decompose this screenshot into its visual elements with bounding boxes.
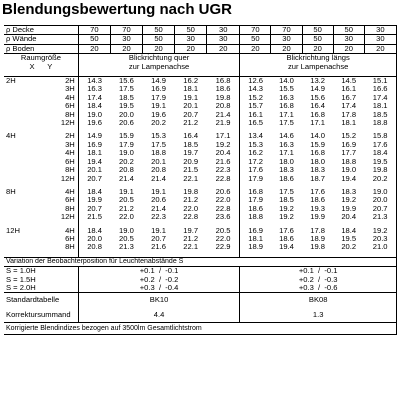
ugr-value-quer: 20.0 — [119, 109, 134, 119]
ugr-value-quer: 20.8 — [215, 101, 231, 111]
reflectance-value: 50 — [333, 26, 364, 35]
ugr-value-laengs: 19.0 — [364, 188, 396, 196]
reflectance-value: 50 — [143, 35, 175, 44]
reflectance-value: 50 — [302, 35, 333, 44]
ugr-value-quer: 20.5 — [215, 225, 231, 235]
ugr-value-laengs: 17.1 — [279, 109, 294, 119]
ugr-value-quer: 16.9 — [78, 141, 110, 149]
correction-summand-laengs: 1.3 — [240, 308, 397, 323]
reflectance-value: 50 — [143, 26, 175, 35]
reflectance-value: 20 — [302, 44, 333, 53]
y-label: Y — [47, 61, 53, 71]
ugr-value-laengs: 18.1 — [240, 235, 271, 243]
ugr-value-laengs: 15.3 — [240, 141, 271, 149]
ugr-value-laengs: 16.4 — [310, 101, 325, 111]
ugr-value-quer: 19.9 — [78, 196, 110, 204]
laengs-header-line: Blickrichtung längs — [286, 53, 350, 63]
ugr-value-laengs: 16.5 — [240, 119, 271, 127]
data-row — [4, 85, 397, 93]
ugr-value-laengs: 17.8 — [310, 225, 325, 235]
reflectance-value: 20 — [110, 44, 142, 53]
ugr-value-quer: 19.7 — [183, 225, 199, 235]
data-row — [4, 175, 397, 183]
column-header-row — [4, 54, 397, 71]
ugr-value-laengs: 19.2 — [279, 203, 294, 213]
room-y-label: 6H — [65, 156, 75, 166]
ugr-value-quer: 14.9 — [78, 132, 110, 140]
reflectance-value: 50 — [78, 35, 110, 44]
footnote: Korrigierte Blendindizes bezogen auf 3500lm Gesamtlichtstrom — [4, 323, 397, 335]
room-x-label: 4H — [6, 131, 16, 141]
ugr-value-laengs: 18.6 — [279, 173, 294, 183]
room-y-label: 3H — [65, 84, 75, 94]
ugr-value-quer: 21.6 — [151, 242, 166, 252]
ugr-value-laengs: 17.7 — [341, 148, 357, 158]
variation-quer: +0.1 / -0.1 — [78, 267, 240, 276]
room-y-label: 4H — [65, 148, 75, 158]
ugr-value-quer: 20.7 — [151, 233, 166, 243]
ugr-value-laengs: 16.8 — [310, 109, 325, 119]
reflectance-value: 20 — [175, 44, 207, 53]
reflectance-row — [4, 26, 397, 35]
ugr-value-laengs: 19.9 — [310, 212, 325, 222]
correction-summand-quer: 4.4 — [78, 308, 240, 323]
room-y-label: 6H — [65, 233, 75, 243]
ugr-value-laengs: 14.6 — [279, 131, 294, 141]
ugr-value-quer: 21.2 — [119, 203, 134, 213]
variation-laengs: +0.3 / -0.6 — [240, 284, 397, 293]
ugr-value-quer: 19.5 — [119, 101, 134, 111]
reflectance-value: 70 — [110, 26, 142, 35]
reflectance-label: ρ Wände — [4, 35, 78, 44]
ugr-value-laengs: 18.8 — [364, 119, 396, 127]
ugr-value-quer: 20.6 — [215, 186, 231, 196]
ugr-value-quer: 21.4 — [215, 109, 231, 119]
ugr-value-laengs: 19.4 — [279, 242, 294, 252]
ugr-value-laengs: 17.2 — [240, 158, 271, 166]
ugr-value-laengs: 12.6 — [240, 77, 271, 86]
reflectance-label: ρ Boden — [4, 44, 78, 53]
standard-table-row — [4, 293, 397, 308]
ugr-value-laengs: 17.6 — [279, 225, 294, 235]
ugr-value-laengs: 18.5 — [364, 111, 396, 119]
ugr-value-laengs: 16.9 — [341, 139, 357, 149]
data-row — [4, 235, 397, 243]
ugr-value-laengs: 16.8 — [310, 148, 325, 158]
correction-summand-row — [4, 308, 397, 323]
reflectance-value: 30 — [364, 35, 396, 44]
ugr-value-laengs: 15.2 — [240, 94, 271, 102]
ugr-value-laengs: 18.9 — [240, 243, 271, 251]
reflectance-value: 30 — [333, 35, 364, 44]
reflectance-value: 20 — [271, 44, 302, 53]
ugr-value-quer: 20.1 — [151, 156, 166, 166]
variation-row — [4, 284, 397, 293]
ugr-value-quer: 19.8 — [183, 186, 199, 196]
ugr-value-laengs: 19.9 — [341, 203, 357, 213]
ugr-value-laengs: 16.3 — [279, 139, 294, 149]
ugr-value-laengs: 16.8 — [279, 101, 294, 111]
ugr-value-quer: 18.6 — [215, 84, 231, 94]
ugr-value-quer: 18.8 — [151, 148, 166, 158]
reflectance-value: 70 — [240, 26, 271, 35]
laengs-header — [240, 54, 397, 71]
ugr-value-quer: 22.1 — [183, 242, 199, 252]
ugr-value-laengs: 17.6 — [240, 166, 271, 174]
ugr-value-laengs: 17.1 — [279, 148, 294, 158]
ugr-value-quer: 20.5 — [119, 195, 134, 205]
ugr-value-laengs: 17.6 — [364, 141, 396, 149]
ugr-value-quer: 20.8 — [151, 165, 166, 175]
ugr-value-laengs: 18.3 — [341, 186, 357, 196]
room-size-label: Raumgröße — [20, 53, 61, 63]
ugr-value-laengs: 18.8 — [341, 156, 357, 166]
ugr-value-quer: 21.5 — [183, 165, 199, 175]
ugr-value-laengs: 16.3 — [279, 92, 294, 102]
reflectance-value: 30 — [175, 35, 207, 44]
ugr-value-quer: 18.1 — [78, 149, 110, 157]
ugr-value-laengs: 18.6 — [310, 195, 325, 205]
room-y-label: 12H — [60, 212, 75, 222]
ugr-value-quer: 20.0 — [78, 235, 110, 243]
reflectance-value: 20 — [207, 44, 240, 53]
reflectance-label: ρ Decke — [4, 26, 78, 35]
data-row — [4, 141, 397, 149]
ugr-value-quer: 20.2 — [119, 156, 134, 166]
data-row — [4, 119, 397, 127]
reflectance-value: 20 — [240, 44, 271, 53]
ugr-value-quer: 17.1 — [215, 131, 231, 141]
variation-label: S = 1.5H — [6, 274, 36, 284]
room-y-label: 8H — [65, 242, 75, 252]
ugr-value-quer: 16.2 — [183, 76, 199, 86]
ugr-value-laengs: 13.2 — [310, 76, 325, 86]
quer-header-line: Blickrichtung quer — [128, 53, 190, 63]
ugr-value-laengs: 18.5 — [279, 195, 294, 205]
ugr-value-laengs: 19.4 — [341, 173, 357, 183]
ugr-value-laengs: 18.9 — [310, 233, 325, 243]
ugr-value-laengs: 17.5 — [279, 186, 294, 196]
ugr-value-quer: 19.0 — [119, 225, 134, 235]
ugr-value-quer: 18.4 — [78, 227, 110, 235]
ugr-value-laengs: 18.1 — [341, 118, 357, 128]
ugr-value-quer: 22.3 — [215, 165, 231, 175]
ugr-value-quer: 18.1 — [183, 84, 199, 94]
ugr-value-quer: 22.8 — [215, 203, 231, 213]
standard-table-label: Standardtabelle — [6, 295, 60, 305]
ugr-value-laengs: 17.1 — [310, 118, 325, 128]
ugr-value-laengs: 16.8 — [240, 188, 271, 196]
data-row — [4, 196, 397, 204]
ugr-value-quer: 20.9 — [183, 156, 199, 166]
ugr-value-laengs: 14.0 — [279, 76, 294, 86]
room-y-label: 2H — [65, 76, 75, 86]
ugr-value-quer: 19.8 — [215, 92, 231, 102]
ugr-value-quer: 15.3 — [151, 131, 166, 141]
variation-label: S = 1.0H — [4, 267, 78, 276]
variation-label: S = 2.0H — [4, 284, 78, 293]
data-row — [4, 77, 397, 86]
ugr-value-quer: 22.8 — [183, 212, 199, 222]
ugr-value-laengs: 19.0 — [341, 165, 357, 175]
room-y-label: 8H — [65, 165, 75, 175]
ugr-value-quer: 22.8 — [215, 173, 231, 183]
ugr-value-quer: 19.0 — [78, 111, 110, 119]
reflectance-value: 30 — [110, 35, 142, 44]
ugr-value-laengs: 21.3 — [364, 213, 396, 221]
ugr-value-quer: 21.6 — [215, 156, 231, 166]
ugr-value-laengs: 16.6 — [364, 85, 396, 93]
ugr-value-laengs: 18.8 — [240, 213, 271, 221]
ugr-value-laengs: 18.6 — [240, 205, 271, 213]
reflectance-value: 30 — [271, 35, 302, 44]
ugr-value-quer: 18.5 — [183, 139, 199, 149]
ugr-value-laengs: 13.4 — [240, 132, 271, 140]
ugr-value-laengs: 16.1 — [240, 111, 271, 119]
ugr-value-laengs: 18.3 — [310, 165, 325, 175]
ugr-value-laengs: 18.3 — [279, 165, 294, 175]
data-row — [4, 243, 397, 251]
ugr-table — [4, 25, 397, 335]
ugr-value-laengs: 17.8 — [341, 109, 357, 119]
variation-laengs: +0.2 / -0.3 — [240, 276, 397, 284]
ugr-value-quer: 19.6 — [151, 109, 166, 119]
reflectance-value: 70 — [271, 26, 302, 35]
ugr-value-laengs: 20.3 — [364, 235, 396, 243]
ugr-value-quer: 16.4 — [183, 131, 199, 141]
ugr-value-laengs: 18.7 — [310, 173, 325, 183]
ugr-value-quer: 21.2 — [183, 233, 199, 243]
page-title: Blendungsbewertung nach UGR — [2, 1, 233, 18]
variation-row — [4, 276, 397, 284]
room-y-label: 4H — [65, 186, 75, 196]
ugr-value-quer: 19.0 — [119, 148, 134, 158]
ugr-value-laengs: 17.9 — [240, 196, 271, 204]
ugr-value-quer: 17.4 — [78, 94, 110, 102]
x-label: X — [29, 61, 35, 71]
ugr-value-laengs: 21.0 — [364, 243, 396, 251]
variation-laengs: +0.1 / -0.1 — [240, 267, 397, 276]
data-row — [4, 149, 397, 157]
ugr-value-laengs: 19.5 — [341, 233, 357, 243]
ugr-value-quer: 23.6 — [215, 212, 231, 222]
standard-table-quer: BK10 — [78, 293, 240, 308]
ugr-value-quer: 20.4 — [215, 148, 231, 158]
ugr-value-quer: 20.1 — [183, 101, 199, 111]
ugr-value-quer: 19.1 — [119, 186, 134, 196]
room-y-label: 6H — [65, 101, 75, 111]
ugr-value-laengs: 19.3 — [310, 203, 325, 213]
data-row — [4, 94, 397, 102]
ugr-value-laengs: 15.6 — [310, 92, 325, 102]
ugr-value-laengs: 17.5 — [279, 118, 294, 128]
reflectance-value: 50 — [175, 26, 207, 35]
ugr-value-quer: 17.9 — [151, 92, 166, 102]
ugr-value-laengs: 18.1 — [364, 102, 396, 110]
ugr-value-quer: 18.4 — [78, 188, 110, 196]
ugr-value-quer: 14.3 — [78, 77, 110, 86]
ugr-value-laengs: 19.2 — [364, 227, 396, 235]
ugr-value-laengs: 20.7 — [364, 205, 396, 213]
data-row — [4, 132, 397, 140]
room-y-label: 8H — [65, 203, 75, 213]
ugr-value-laengs: 15.8 — [364, 132, 396, 140]
reflectance-value: 50 — [240, 35, 271, 44]
ugr-value-quer: 20.1 — [78, 166, 110, 174]
room-y-label: 12H — [60, 118, 75, 128]
ugr-value-quer: 22.9 — [215, 242, 231, 252]
ugr-value-quer: 20.2 — [151, 118, 166, 128]
ugr-value-quer: 22.0 — [183, 203, 199, 213]
ugr-value-quer: 21.3 — [119, 242, 134, 252]
ugr-value-quer: 22.0 — [215, 233, 231, 243]
ugr-value-quer: 21.5 — [78, 213, 110, 221]
ugr-value-laengs: 15.5 — [279, 84, 294, 94]
ugr-value-quer: 22.0 — [215, 195, 231, 205]
ugr-value-quer: 17.5 — [119, 84, 134, 94]
quer-header-line: zur Lampenachse — [128, 61, 190, 71]
quer-header — [78, 54, 240, 71]
ugr-value-quer: 21.9 — [215, 118, 231, 128]
ugr-value-quer: 19.6 — [78, 119, 110, 127]
ugr-value-quer: 19.1 — [151, 225, 166, 235]
reflectance-value: 50 — [302, 26, 333, 35]
ugr-value-quer: 17.5 — [151, 139, 166, 149]
ugr-value-laengs: 20.2 — [364, 175, 396, 183]
ugr-value-quer: 20.8 — [119, 165, 134, 175]
room-y-label: 4H — [65, 225, 75, 235]
ugr-value-quer: 18.4 — [78, 102, 110, 110]
ugr-value-quer: 20.6 — [151, 195, 166, 205]
standard-table-laengs: BK08 — [240, 293, 397, 308]
variation-title: Variation der Beobachterposition für Leuchtenabstände S — [4, 257, 397, 266]
data-row — [4, 227, 397, 235]
ugr-value-quer: 19.2 — [215, 139, 231, 149]
ugr-value-quer: 21.4 — [151, 173, 166, 183]
ugr-value-laengs: 20.0 — [364, 196, 396, 204]
room-y-label: 4H — [65, 92, 75, 102]
ugr-value-laengs: 19.5 — [364, 158, 396, 166]
ugr-value-laengs: 19.8 — [364, 166, 396, 174]
room-y-label: 2H — [65, 131, 75, 141]
room-x-label: 8H — [6, 186, 16, 196]
ugr-value-quer: 19.4 — [78, 158, 110, 166]
ugr-value-laengs: 18.4 — [341, 225, 357, 235]
ugr-value-quer: 20.7 — [78, 205, 110, 213]
reflectance-row — [4, 35, 397, 44]
ugr-value-quer: 22.3 — [151, 212, 166, 222]
room-y-label: 12H — [60, 173, 75, 183]
ugr-value-quer: 19.1 — [183, 92, 199, 102]
data-row — [4, 188, 397, 196]
ugr-value-laengs: 17.4 — [364, 94, 396, 102]
ugr-value-quer: 14.9 — [151, 76, 166, 86]
ugr-value-quer: 16.8 — [215, 76, 231, 86]
correction-summand-label: Korrektursummand — [4, 308, 78, 323]
ugr-value-laengs: 15.9 — [310, 139, 325, 149]
ugr-value-quer: 20.8 — [78, 243, 110, 251]
ugr-value-quer: 19.1 — [151, 101, 166, 111]
ugr-value-quer: 20.5 — [119, 233, 134, 243]
ugr-value-quer: 22.0 — [119, 212, 134, 222]
ugr-value-laengs: 16.9 — [240, 227, 271, 235]
room-x-label: 2H — [6, 76, 16, 86]
ugr-value-laengs: 19.2 — [341, 195, 357, 205]
room-size-header — [4, 54, 78, 71]
ugr-value-quer: 19.1 — [151, 186, 166, 196]
ugr-value-quer: 15.6 — [119, 76, 134, 86]
ugr-value-quer: 20.7 — [183, 109, 199, 119]
ugr-value-quer: 20.7 — [78, 175, 110, 183]
ugr-value-laengs: 14.3 — [240, 85, 271, 93]
data-row — [4, 102, 397, 110]
reflectance-value: 20 — [333, 44, 364, 53]
ugr-value-laengs: 14.0 — [310, 131, 325, 141]
ugr-value-laengs: 14.9 — [310, 84, 325, 94]
ugr-value-laengs: 16.2 — [240, 149, 271, 157]
ugr-value-quer: 22.1 — [183, 173, 199, 183]
ugr-value-quer: 21.4 — [151, 203, 166, 213]
reflectance-value: 20 — [143, 44, 175, 53]
ugr-value-laengs: 18.0 — [310, 156, 325, 166]
ugr-value-laengs: 17.6 — [310, 186, 325, 196]
ugr-value-laengs: 15.2 — [341, 131, 357, 141]
ugr-value-laengs: 19.8 — [310, 242, 325, 252]
reflectance-value: 30 — [207, 26, 240, 35]
reflectance-value: 20 — [364, 44, 396, 53]
ugr-value-quer: 17.9 — [119, 139, 134, 149]
reflectance-value: 20 — [78, 44, 110, 53]
room-y-label: 6H — [65, 195, 75, 205]
ugr-value-quer: 19.7 — [183, 148, 199, 158]
ugr-value-laengs: 20.4 — [341, 212, 357, 222]
ugr-value-quer: 20.6 — [119, 118, 134, 128]
ugr-value-quer: 18.5 — [119, 92, 134, 102]
ugr-value-quer: 15.9 — [119, 131, 134, 141]
reflectance-value: 30 — [207, 35, 240, 44]
ugr-value-quer: 16.9 — [151, 84, 166, 94]
ugr-value-quer: 21.4 — [119, 173, 134, 183]
ugr-value-laengs: 18.4 — [364, 149, 396, 157]
ugr-value-laengs: 20.2 — [341, 242, 357, 252]
ugr-value-quer: 16.3 — [78, 85, 110, 93]
ugr-value-laengs: 18.0 — [279, 156, 294, 166]
ugr-value-laengs: 19.2 — [279, 212, 294, 222]
ugr-value-quer: 21.2 — [183, 118, 199, 128]
room-y-label: 8H — [65, 109, 75, 119]
variation-quer: +0.3 / -0.4 — [78, 284, 240, 293]
data-row — [4, 213, 397, 221]
ugr-value-laengs: 15.1 — [364, 77, 396, 86]
variation-quer: +0.2 / -0.2 — [78, 276, 240, 284]
reflectance-value: 70 — [78, 26, 110, 35]
room-y-label: 3H — [65, 139, 75, 149]
data-row — [4, 158, 397, 166]
variation-row — [4, 267, 397, 276]
reflectance-value: 30 — [364, 26, 396, 35]
ugr-value-laengs: 16.7 — [341, 92, 357, 102]
ugr-value-laengs: 17.9 — [240, 175, 271, 183]
room-x-label: 12H — [6, 225, 20, 235]
ugr-value-laengs: 17.4 — [341, 101, 357, 111]
ugr-value-laengs: 14.5 — [341, 76, 357, 86]
laengs-header-line: zur Lampenachse — [287, 61, 349, 71]
ugr-value-quer: 21.2 — [183, 195, 199, 205]
ugr-value-laengs: 18.6 — [279, 233, 294, 243]
ugr-value-laengs: 15.7 — [240, 102, 271, 110]
ugr-value-laengs: 16.1 — [341, 84, 357, 94]
